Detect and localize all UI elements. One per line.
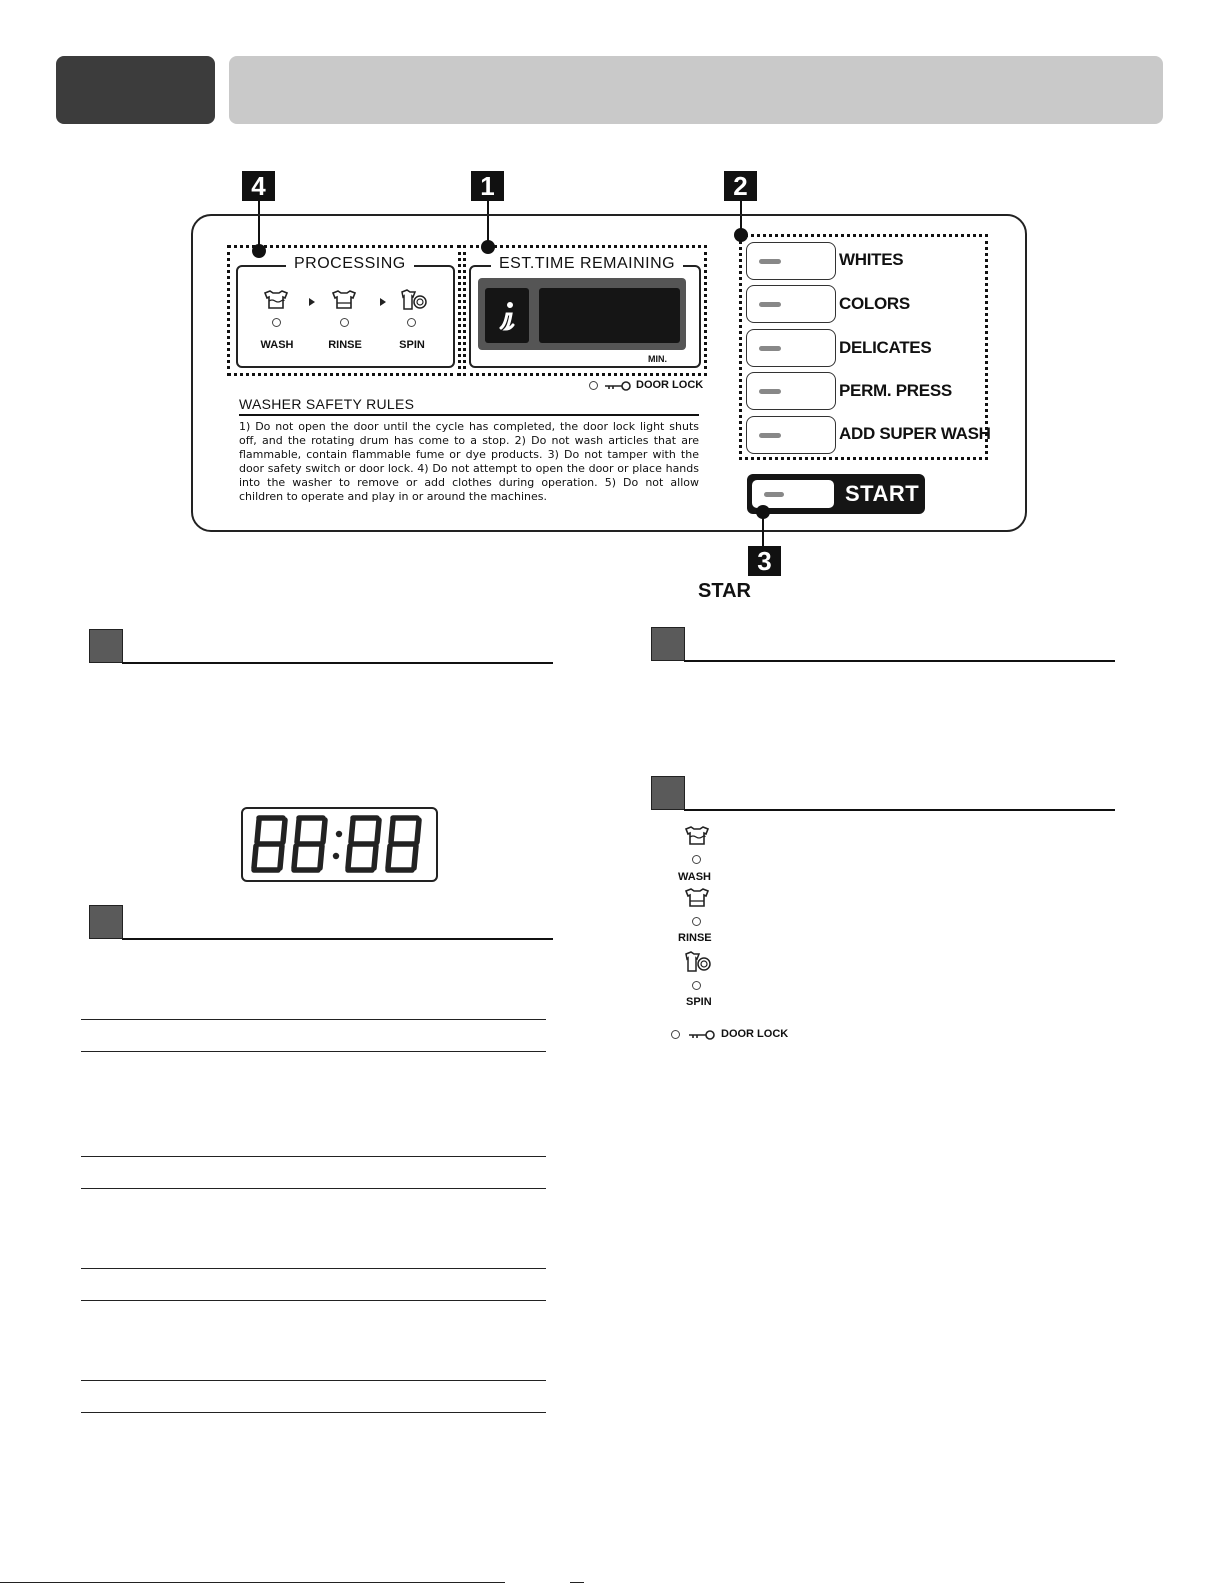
info-icon xyxy=(485,288,529,343)
footer-rule xyxy=(0,1582,505,1583)
callout-4: 4 xyxy=(242,171,275,201)
time-display xyxy=(539,288,680,343)
wash-led xyxy=(272,318,281,327)
digit-segment xyxy=(374,846,376,868)
add-super-wash-button[interactable] xyxy=(746,416,836,454)
processing-title: PROCESSING xyxy=(286,255,414,273)
min-label: MIN. xyxy=(648,354,667,364)
digit-segment xyxy=(280,846,282,868)
rinse-led xyxy=(340,318,349,327)
table-rule xyxy=(81,1051,546,1052)
wash-icon xyxy=(684,826,710,846)
safety-rules-text: 1) Do not open the door until the cycle has completed, the door lock light shuts off, and the rotating drum has come to a stop. 2) Do not wash articles that are flammable, contain flammable fume or dye products. 3) Do not tamper with the door safety switch or door lock. 4) Do not attempt to open the door or place hands into the washer to remove or add clothes during operation. 5) Do not allow children to operate and play in or around the machines. xyxy=(239,420,699,503)
start-label: START xyxy=(845,481,920,506)
rinse-icon xyxy=(331,290,357,310)
whites-label: WHITES xyxy=(839,250,904,269)
table-rule xyxy=(81,1188,546,1189)
door-lock-label: DOOR LOCK xyxy=(721,1028,789,1040)
section-marker xyxy=(89,905,123,939)
section-rule xyxy=(684,809,1115,811)
key-icon xyxy=(688,1029,716,1041)
table-rule xyxy=(81,1300,546,1301)
table-rule xyxy=(81,1019,546,1020)
footer-rule xyxy=(570,1582,584,1583)
digit-segment xyxy=(391,820,393,842)
digit-segment xyxy=(323,820,325,842)
digit-segment xyxy=(320,846,322,868)
section-marker xyxy=(651,776,685,810)
digit-segment xyxy=(297,820,299,842)
arrow-icon xyxy=(309,298,315,306)
perm-press-label: PERM. PRESS xyxy=(839,381,952,400)
rinse-label: RINSE xyxy=(328,339,362,351)
seven-segment-digits xyxy=(243,809,436,880)
spin-led xyxy=(407,318,416,327)
add-super-wash-label: ADD SUPER WASH xyxy=(839,424,991,443)
callout-3-leader xyxy=(762,512,764,548)
digit-segment xyxy=(388,846,390,868)
section-rule xyxy=(122,662,553,664)
table-rule xyxy=(81,1156,546,1157)
digit-segment xyxy=(417,820,419,842)
digit-segment xyxy=(377,820,379,842)
spin-led xyxy=(692,981,701,990)
digit-segment xyxy=(348,846,350,868)
processing-box xyxy=(236,265,455,368)
start-button[interactable] xyxy=(752,480,834,508)
rinse-label: RINSE xyxy=(678,932,712,944)
section-marker xyxy=(651,627,685,661)
rinse-icon xyxy=(684,888,710,908)
colors-button[interactable] xyxy=(746,285,836,323)
info-panel xyxy=(485,288,529,343)
delicates-button[interactable] xyxy=(746,329,836,367)
spin-icon xyxy=(400,289,428,311)
wash-led xyxy=(692,855,701,864)
est-time-title: EST.TIME REMAINING xyxy=(491,255,683,273)
digit-segment xyxy=(254,846,256,868)
section-tab xyxy=(56,56,215,124)
delicates-label: DELICATES xyxy=(839,338,932,357)
table-rule xyxy=(81,1380,546,1381)
seven-segment-display xyxy=(241,807,438,882)
wash-label: WASH xyxy=(678,871,711,883)
table-rule xyxy=(81,1412,546,1413)
perm-press-button[interactable] xyxy=(746,372,836,410)
colon-dot xyxy=(333,853,339,859)
safety-rules-divider xyxy=(239,414,699,416)
callout-1: 1 xyxy=(471,171,504,201)
callout-2: 2 xyxy=(724,171,757,201)
door-lock-led xyxy=(671,1030,680,1039)
start-area xyxy=(747,474,925,514)
colon-dot xyxy=(336,831,342,837)
digit-segment xyxy=(257,820,259,842)
whites-button[interactable] xyxy=(746,242,836,280)
section-marker xyxy=(89,629,123,663)
section-rule xyxy=(122,938,553,940)
safety-rules-title: WASHER SAFETY RULES xyxy=(239,396,415,412)
section-rule xyxy=(684,660,1115,662)
digit-segment xyxy=(351,820,353,842)
door-lock-label: DOOR LOCK xyxy=(636,379,704,391)
rinse-led xyxy=(692,917,701,926)
arrow-icon xyxy=(380,298,386,306)
start-caption: STAR xyxy=(698,580,751,602)
wash-label: WASH xyxy=(260,339,294,351)
digit-segment xyxy=(414,846,416,868)
key-icon xyxy=(604,380,632,392)
door-lock-led xyxy=(589,381,598,390)
table-rule xyxy=(81,1268,546,1269)
digit-segment xyxy=(294,846,296,868)
spin-icon xyxy=(684,951,712,973)
wash-icon xyxy=(263,290,289,310)
callout-3: 3 xyxy=(748,546,781,576)
spin-label: SPIN xyxy=(399,339,425,351)
colors-label: COLORS xyxy=(839,294,910,313)
spin-label: SPIN xyxy=(686,996,712,1008)
section-header-bar xyxy=(229,56,1163,124)
digit-segment xyxy=(283,820,285,842)
